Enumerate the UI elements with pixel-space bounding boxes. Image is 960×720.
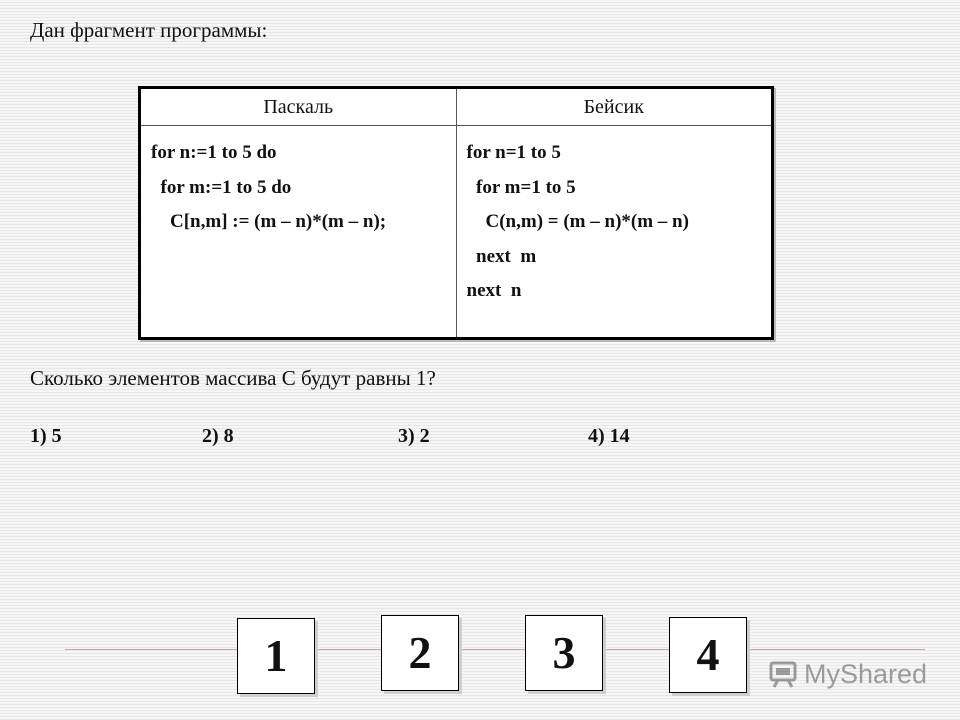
- answer-button-3[interactable]: 3: [525, 615, 603, 691]
- basic-code-cell: [456, 126, 773, 339]
- presentation-board-icon: [768, 659, 798, 689]
- question-text: Сколько элементов массива С будут равны 1?: [30, 366, 436, 390]
- code-table: [138, 86, 774, 340]
- header-basic: Бейсик: [456, 88, 773, 126]
- intro-text: Дан фрагмент программы:: [30, 18, 268, 42]
- code-line: for n:=1 to 5 do: [151, 142, 277, 163]
- option-2: 2) 8: [202, 425, 234, 447]
- code-line: next m: [466, 245, 537, 267]
- watermark-text: MyShared: [804, 658, 928, 689]
- pascal-code-cell: [140, 126, 457, 339]
- option-3: 3) 2: [398, 425, 430, 447]
- answer-button-4[interactable]: 4: [669, 617, 747, 693]
- header-pascal: Паскаль: [140, 88, 457, 126]
- code-line: C[n,m] := (m – n)*(m – n);: [151, 211, 387, 232]
- code-line: for n=1 to 5: [466, 142, 561, 163]
- code-line: for m:=1 to 5 do: [151, 176, 292, 198]
- myshared-watermark: [768, 652, 927, 696]
- answer-button-1[interactable]: 1: [237, 618, 315, 694]
- answer-button-2[interactable]: 2: [381, 615, 459, 691]
- option-1: 1) 5: [30, 425, 62, 447]
- code-line: C(n,m) = (m – n)*(m – n): [466, 211, 689, 232]
- divider-line: [65, 649, 925, 650]
- code-line: next n: [466, 280, 522, 301]
- option-4: 4) 14: [588, 425, 630, 447]
- code-line: for m=1 to 5: [466, 176, 576, 198]
